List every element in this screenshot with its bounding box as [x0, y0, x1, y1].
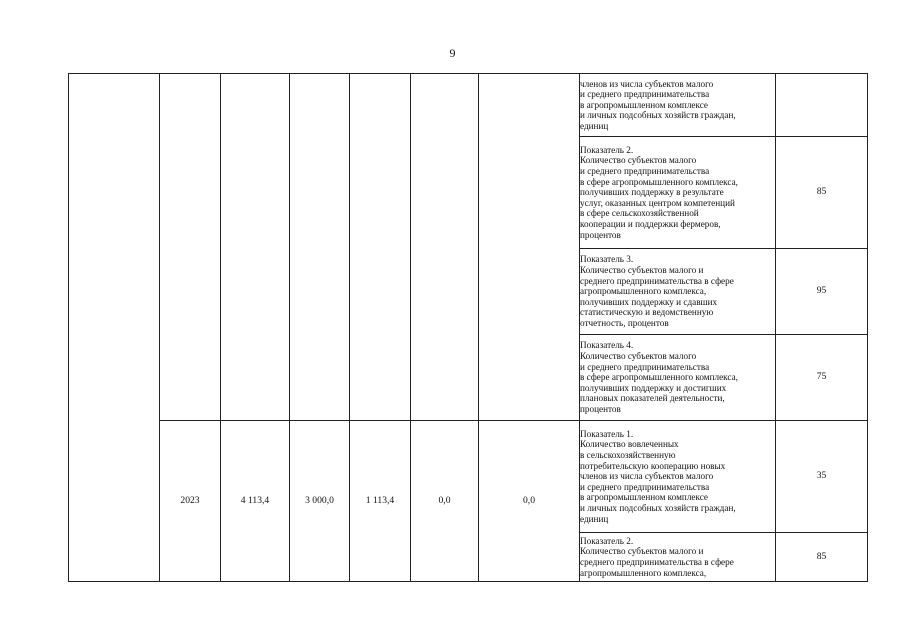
empty-cell [221, 74, 290, 421]
year-cell: 2023 [160, 421, 221, 582]
amount-cell: 1 113,4 [350, 421, 411, 582]
indicator-text: Показатель 2. Количество субъектов малого и среднего предпринимательства в сфере агропромышленного комплекса, получивших поддержку в результате услуг, оказанных центром компетенций в сфере сельскохозяйственной кооперации и поддержки фермеров, процентов [580, 137, 776, 249]
indicator-value [776, 74, 868, 137]
table-row [69, 74, 868, 137]
indicators-table [68, 73, 868, 582]
total-cell: 4 113,4 [221, 421, 290, 582]
indicator-text: Показатель 1. Количество вовлеченных в сельскохозяйственную потребительскую кооперацию новых членов из числа субъектов малого и среднего предпринимательства в агропромышленном комплексе и личных подсобных хозяйств граждан, единиц [580, 421, 776, 533]
amount-cell: 3 000,0 [290, 421, 350, 582]
empty-cell [350, 74, 411, 421]
empty-cell [160, 74, 221, 421]
indicator-value: 95 [776, 249, 868, 335]
indicator-value: 35 [776, 421, 868, 533]
table-row [69, 421, 868, 533]
amount-cell: 0,0 [411, 421, 479, 582]
indicator-text: Показатель 2. Количество субъектов малого и среднего предпринимательства в сфере агропромышленного комплекса, [580, 533, 776, 582]
empty-cell [479, 74, 580, 421]
empty-cell [411, 74, 479, 421]
indicator-value: 85 [776, 533, 868, 582]
empty-cell [69, 74, 160, 582]
amount-cell: 0,0 [479, 421, 580, 582]
indicator-text: Показатель 3. Количество субъектов малого и среднего предпринимательства в сфере агропромышленного комплекса, получивших поддержку и сдавших статистическую и ведомственную отчетность, процентов [580, 249, 776, 335]
indicator-text: членов из числа субъектов малого и среднего предпринимательства в агропромышленном комплексе и личных подсобных хозяйств граждан, единиц [580, 74, 776, 137]
empty-cell [290, 74, 350, 421]
indicator-text: Показатель 4. Количество субъектов малого и среднего предпринимательства в сфере агропромышленного комплекса, получивших поддержку и достигших плановых показателей деятельности, процентов [580, 335, 776, 421]
indicator-value: 75 [776, 335, 868, 421]
page-number: 9 [449, 46, 456, 60]
indicator-value: 85 [776, 137, 868, 249]
